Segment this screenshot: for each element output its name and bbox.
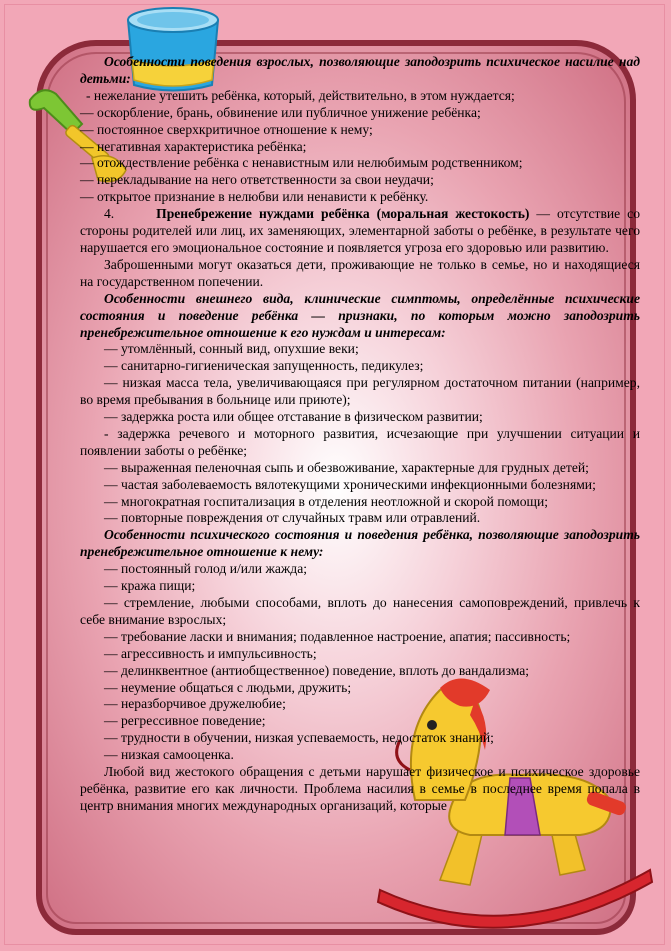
heading-child-psych: Особенности психического состояния и поведения ребёнка, позволяющие заподозрить пренебрежительное отношение к нему: [80,527,640,560]
list-item: — выраженная пеленочная сыпь и обезвоживание, характерные для грудных детей; [104,459,589,475]
paragraph: Заброшенными могут оказаться дети, проживающие не только в семье, но и находящиеся на государственном попечении. [80,256,640,289]
heading-adult-behavior: Особенности поведения взрослых, позволяющие заподозрить психическое насилие над детьми: [80,54,640,86]
list-item: — негативная характеристика ребёнка; [80,138,307,154]
list-item: — делинквентное (антиобщественное) поведение, вплоть до вандализма; [104,662,530,678]
list-item: — утомлённый, сонный вид, опухшие веки; [104,341,359,357]
list-item: — отождествление ребёнка с ненавистным или нелюбимым родственником; [80,155,523,171]
list-item: — низкая самооценка. [104,747,234,763]
list-item: — многократная госпитализация в отделения неотложной и скорой помощи; [104,493,549,509]
list-item: — трудности в обучении, низкая успеваемость, недостаток знаний; [104,730,494,746]
list-item: — агрессивность и импульсивность; [104,645,317,661]
list-item: - задержка речевого и моторного развития, исчезающие при улучшении ситуации и появлении заботы о ребёнке; [80,425,640,458]
item-number: 4. [104,206,115,222]
list-item: — постоянный голод и/или жажда; [104,561,308,577]
list-item: — открытое признание в нелюбви или ненависти к ребёнку. [80,189,429,205]
list-item: — требование ласки и внимания; подавленное настроение, апатия; пассивность; [104,628,571,644]
list-item: — частая заболеваемость вялотекущими хроническими инфекционными болезнями; [104,476,596,492]
list-item: — постоянное сверхкритичное отношение к нему; [80,121,373,137]
list-item: — регрессивное поведение; [104,713,266,729]
item-text: — отсутствие со стороны родителей или лиц, их заменяющих, элементарной заботы о ребёнке, в результате чего нарушается его эмоциональное состояние и появляется угроза его здоровью или развитию. [80,206,640,255]
list-item: — неразборчивое дружелюбие; [104,696,286,712]
list-item: — оскорбление, брань, обвинение или публичное унижение ребёнка; [80,104,481,120]
item-title: Пренебрежение нуждами ребёнка (моральная жестокость) [156,206,530,222]
list-item: - нежелание утешить ребёнка, который, действительно, в этом нуждается; [86,87,515,103]
heading-child-signs: Особенности внешнего вида, клинические симптомы, определённые психические состояния и поведение ребёнка — признаки, по которым можно заподозрить пренебрежительное отношение к его нуждам и интересам: [80,290,640,340]
list-item: — перекладывание на него ответственности за свои неудачи; [80,172,434,188]
list-item: — стремление, любыми способами, вплоть до нанесения самоповреждений, привлечь к себе внимание взрослых; [80,595,640,627]
list-item: — неумение общаться с людьми, дружить; [104,679,352,695]
document-content [80,54,640,815]
numbered-item-4 [80,206,640,257]
paragraph-final: Любой вид жестокого обращения с детьми нарушает физическое и психическое здоровье ребёнка, развитие его как личности. Проблема насилия в семье в последнее время попала в центр внимания многих международных организаций, которые [80,764,640,813]
list-item: — санитарно-гигиеническая запущенность, педикулез; [104,358,424,374]
list-item: — кража пищи; [104,578,196,594]
list-item: — задержка роста или общее отставание в физическом развитии; [104,409,483,425]
list-item: — повторные повреждения от случайных травм или отравлений. [104,510,481,526]
list-item: — низкая масса тела, увеличивающаяся при регулярном достаточном питании (например, во время пребывания в больнице или приюте); [80,375,640,408]
